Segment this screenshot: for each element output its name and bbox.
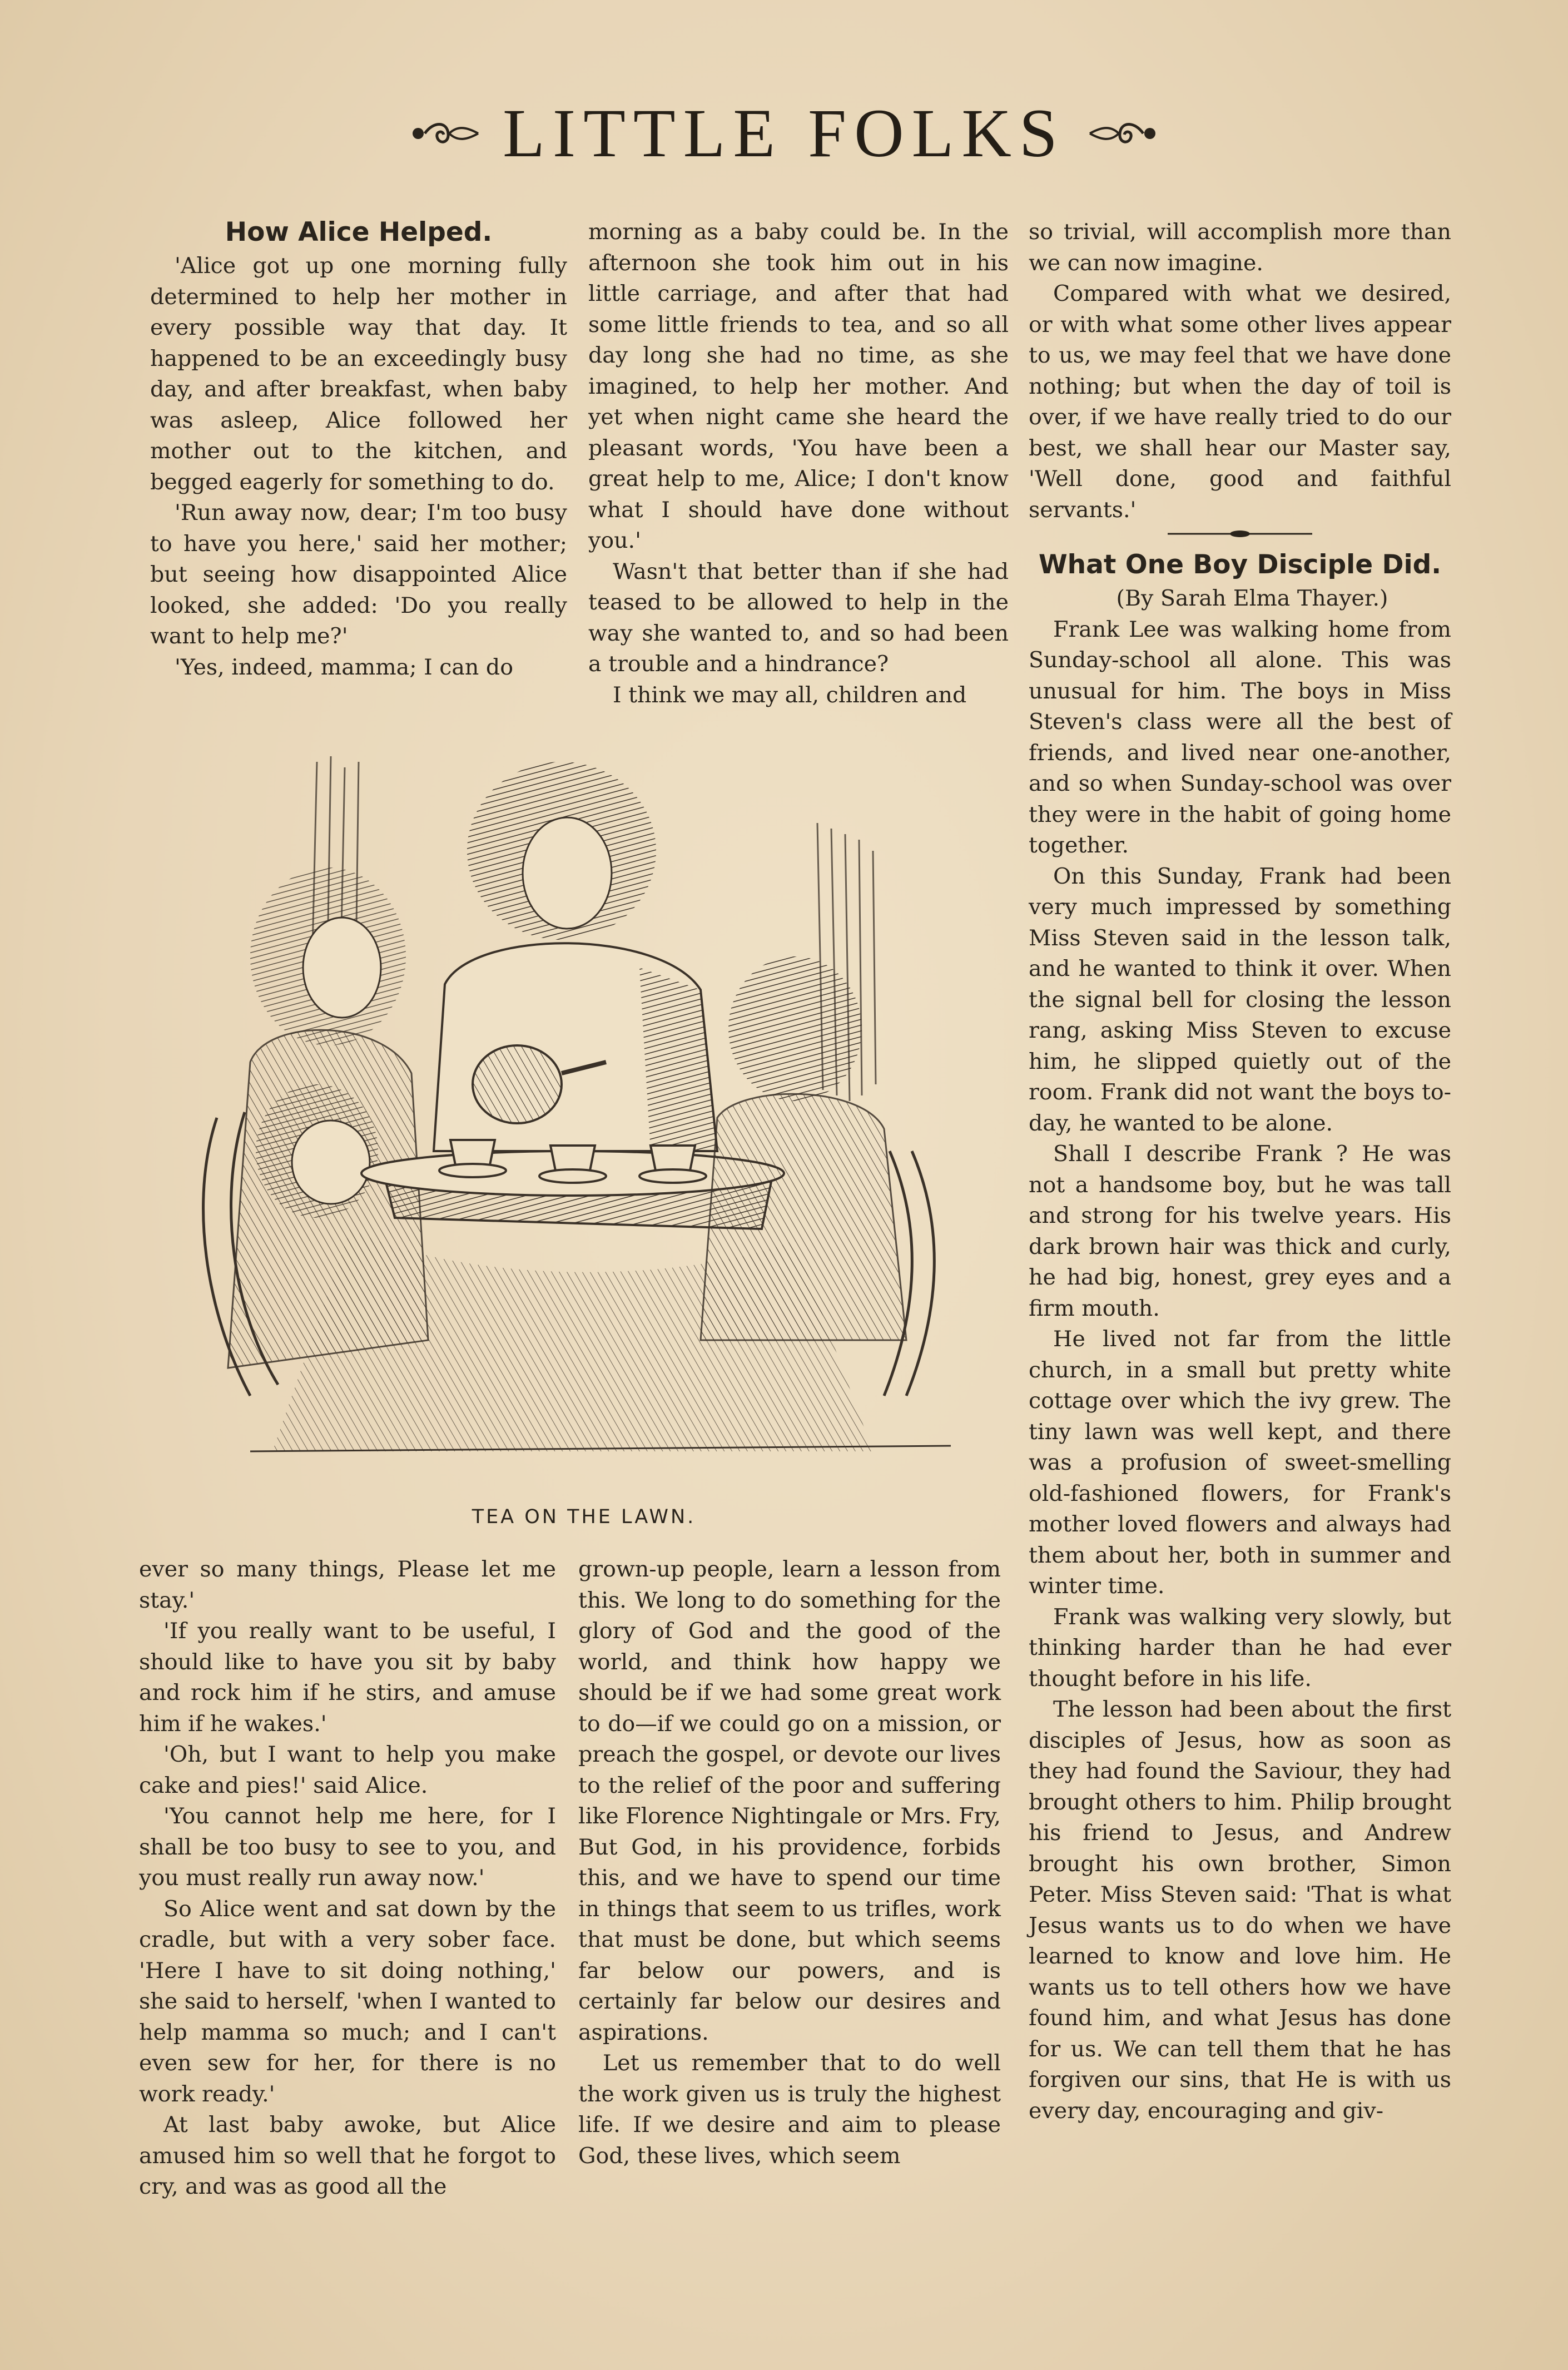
paragraph: Shall I describe Frank ? He was not a handsome boy, but he was tall and strong for his twelve years. His dark brown hair was thick and curly, he had big, honest, grey eyes and a firm mouth.: [1029, 1141, 1451, 1321]
masthead: [0, 95, 1568, 172]
paragraph: At last baby awoke, but Alice amused him so well that he forgot to cry, and was as good all the: [139, 2112, 556, 2199]
paragraph: 'You cannot help me here, for I shall be too busy to see to you, and you must really run away now.': [139, 1803, 556, 1891]
story-title-alice: How Alice Helped.: [225, 217, 493, 247]
paragraph: Compared with what we desired, or with what some other lives appear to us, we may feel that we have done nothing; but when the day of toil is over, if we have really tried to do our best, we shall hear our Master say, 'Well done, good and faithful servants.': [1029, 281, 1451, 523]
paragraph: 'Oh, but I want to help you make cake and pies!' said Alice.: [139, 1742, 556, 1798]
paragraph: 'Run away now, dear; I'm too busy to have you here,' said her mother; but seeing how disappointed Alice looked, she added: 'Do you really want to help me?': [150, 500, 567, 649]
paragraph: The lesson had been about the first disciples of Jesus, how as soon as they had found the Saviour, they had brought others to him. Philip brought his friend to Jesus, and Andrew brought his own brother, Simon Peter. Miss Steven said: 'That is what Jesus wants us to do when we have learned to know and love him. He wants us to tell others how we have found him, and what Jesus has done for us. We can tell them that he has forgiven our sins, that He is with us every day, encouraging and giv-: [1029, 1697, 1451, 2124]
column-2-top: [588, 217, 1009, 711]
paragraph: 'Alice got up one morning fully determined to help her mother in every possible way that day. It happened to be an exceedingly busy day, and after breakfast, when baby was asleep, Alice followed her mother out to the kitchen, and begged eagerly for something to do.: [150, 253, 567, 495]
paragraph: Frank was walking very slowly, but thinking harder than he had ever thought before in his life.: [1029, 1604, 1451, 1692]
ornament-left-icon: [408, 117, 480, 150]
paragraph: He lived not far from the little church, in a small but pretty white cottage over which the ivy grew. The tiny lawn was well kept, and there was a profusion of sweet-smelling old-fashioned flowers, for Frank's mother loved flowers and always had them about her, both in summer and winter time.: [1029, 1326, 1451, 1599]
masthead-title: LITTLE FOLKS: [503, 95, 1065, 171]
illustration-caption: TEA ON THE LAWN.: [472, 1506, 696, 1528]
ornament-right-icon: [1088, 117, 1160, 150]
paragraph: On this Sunday, Frank had been very much impressed by something Miss Steven said in the lesson talk, and he wanted to think it over. When the signal bell for closing the lesson rang, asking Miss Steven to excuse him, he slipped quietly out of the room. Frank did not want the boys to-day, he wanted to be alone.: [1029, 863, 1451, 1136]
paragraph: I think we may all, children and: [613, 682, 967, 708]
paragraph: ever so many things, Please let me stay.': [139, 1556, 556, 1613]
story-title-frank: What One Boy Disciple Did.: [1038, 549, 1442, 580]
paragraph: grown-up people, learn a lesson from this. We long to do something for the glory of God and the good of the world, and think how happy we should be if we had some great work to do—if we could go on a mission, or preach the gospel, or devote our lives to the relief of the poor and suffering like Florence Nightingale or Mrs. Fry, But God, in his providence, forbids this, and we have to spend our time in things that seem to us trifles, work that must be done, but which seems far below our powers, and is certainly far below our desires and aspirations.: [578, 1556, 1001, 2045]
section-divider: [1168, 529, 1312, 539]
column-1-bottom: [139, 1554, 556, 2203]
tea-on-the-lawn-illustration: [183, 728, 984, 1485]
paragraph: So Alice went and sat down by the cradle, but with a very sober face. 'Here I have to sit doing nothing,' she said to herself, 'when I wanted to help mamma so much; and I can't even sew for her, for there is no work ready.': [139, 1896, 556, 2107]
paragraph: Frank Lee was walking home from Sunday-school all alone. This was unusual for him. The boys in Miss Steven's class were all the best of friends, and lived near one-another, and so when Sunday-school was over they were in the habit of going home together.: [1029, 616, 1451, 858]
paragraph: Let us remember that to do well the work given us is truly the highest life. If we desire and aim to please God, these lives, which seem: [578, 2050, 1001, 2169]
paragraph: 'Yes, indeed, mamma; I can do: [175, 654, 513, 680]
paragraph: so trivial, will accomplish more than we can now imagine.: [1029, 219, 1451, 276]
paragraph: morning as a baby could be. In the afternoon she took him out in his little carriage, and after that had some little friends to tea, and so all day long she had no time, as she imagined, to help her mother. And yet when night came she heard the pleasant words, 'You have been a great help to me, Alice; I don't know what I should have done without you.': [588, 219, 1009, 553]
paragraph: 'If you really want to be useful, I should like to have you sit by baby and rock him if he stirs, and amuse him if he wakes.': [139, 1618, 556, 1737]
byline: (By Sarah Elma Thayer.): [1116, 586, 1388, 611]
column-3: [1029, 217, 1451, 2126]
column-1-top: [150, 214, 567, 683]
column-2-bottom: [578, 1554, 1001, 2171]
paragraph: Wasn't that better than if she had teased to be allowed to help in the way she wanted to, and so had been a trouble and a hindrance?: [588, 558, 1009, 677]
